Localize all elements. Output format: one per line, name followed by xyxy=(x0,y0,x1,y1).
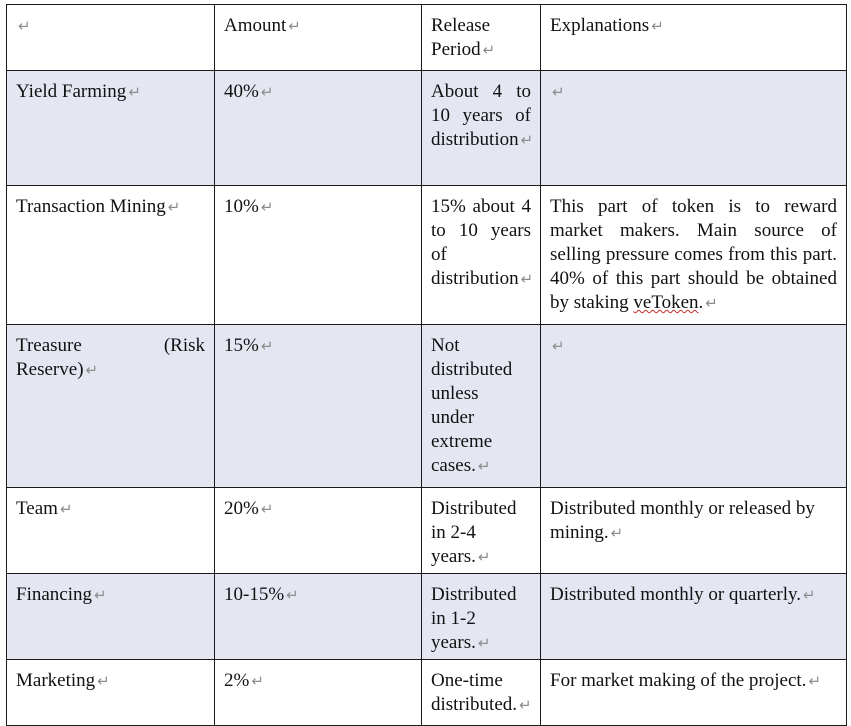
category-text: Yield Farming xyxy=(16,81,127,102)
category-text: Treasure (Risk Reserve) xyxy=(16,335,205,380)
header-cell-explanations[interactable] xyxy=(541,5,847,71)
category-text: Marketing xyxy=(16,670,96,691)
table-row xyxy=(7,488,847,574)
header-explanations-label: Explanations xyxy=(550,15,650,36)
header-amount-label: Amount xyxy=(224,15,287,36)
release-text: 15% about 4 to 10 years of distribution xyxy=(431,196,531,289)
spellcheck-flagged-term: veToken xyxy=(633,292,699,313)
paragraph-mark-icon: ↵ xyxy=(808,672,822,690)
cell-release[interactable] xyxy=(422,660,541,726)
release-text: Distributed in 2-4 years. xyxy=(431,498,517,567)
release-text: One-time distributed. xyxy=(431,670,518,715)
cell-category[interactable] xyxy=(7,325,215,488)
explanation-text: This part of token is to reward market makers. Main source of selling pressure comes from this part. 40% of this part should be obtained by staking xyxy=(550,196,837,313)
paragraph-mark-icon: ↵ xyxy=(94,586,107,604)
cell-release[interactable] xyxy=(422,325,541,488)
explanation-text: Distributed monthly or quarterly. xyxy=(550,584,801,605)
paragraph-mark-icon: ↵ xyxy=(610,524,624,542)
table-row xyxy=(7,325,847,488)
table-row xyxy=(7,186,847,325)
paragraph-mark-icon: ↵ xyxy=(128,83,141,101)
cell-release[interactable] xyxy=(422,574,541,660)
release-text: Not distributed unless under extreme cases. xyxy=(431,335,513,476)
cell-explanation[interactable] xyxy=(541,488,847,574)
cell-amount[interactable] xyxy=(215,71,422,186)
explanation-text: Distributed monthly or released by mining. xyxy=(550,498,815,543)
paragraph-mark-icon: ↵ xyxy=(705,294,718,312)
paragraph-mark-icon: ↵ xyxy=(651,17,664,35)
paragraph-mark-icon: ↵ xyxy=(552,83,565,101)
amount-text: 2% xyxy=(224,670,250,691)
cell-release[interactable] xyxy=(422,488,541,574)
cell-explanation[interactable] xyxy=(541,186,847,325)
paragraph-mark-icon: ↵ xyxy=(97,672,110,690)
cell-amount[interactable] xyxy=(215,186,422,325)
cell-amount[interactable] xyxy=(215,574,422,660)
category-text: Financing xyxy=(16,584,92,605)
header-cell-release-period[interactable] xyxy=(422,5,541,71)
paragraph-mark-icon: ↵ xyxy=(288,17,301,35)
paragraph-mark-icon: ↵ xyxy=(18,17,31,35)
category-text: Transaction Mining xyxy=(16,196,166,217)
table-row xyxy=(7,71,847,186)
header-release-label: Release Period xyxy=(431,15,491,60)
paragraph-mark-icon: ↵ xyxy=(520,131,534,149)
cell-amount[interactable] xyxy=(215,488,422,574)
explanation-text: For market making of the project. xyxy=(550,670,807,691)
release-text: About 4 to 10 years of distribution xyxy=(431,81,531,150)
cell-explanation[interactable] xyxy=(541,660,847,726)
cell-category[interactable] xyxy=(7,574,215,660)
paragraph-mark-icon: ↵ xyxy=(260,198,274,216)
cell-release[interactable] xyxy=(422,186,541,325)
paragraph-mark-icon: ↵ xyxy=(260,500,274,518)
paragraph-mark-icon: ↵ xyxy=(482,41,496,59)
paragraph-mark-icon: ↵ xyxy=(519,696,532,714)
cell-explanation[interactable] xyxy=(541,574,847,660)
amount-text: 40% xyxy=(224,81,259,102)
cell-category[interactable] xyxy=(7,660,215,726)
header-cell-amount[interactable] xyxy=(215,5,422,71)
header-cell-category[interactable] xyxy=(7,5,215,71)
cell-explanation[interactable] xyxy=(541,325,847,488)
paragraph-mark-icon: ↵ xyxy=(552,337,565,355)
paragraph-mark-icon: ↵ xyxy=(477,457,491,475)
amount-text: 20% xyxy=(224,498,259,519)
table-row xyxy=(7,574,847,660)
paragraph-mark-icon: ↵ xyxy=(260,337,274,355)
cell-release[interactable] xyxy=(422,71,541,186)
cell-category[interactable] xyxy=(7,186,215,325)
paragraph-mark-icon: ↵ xyxy=(260,83,274,101)
paragraph-mark-icon: ↵ xyxy=(167,198,181,216)
paragraph-mark-icon: ↵ xyxy=(251,672,264,690)
amount-text: 10-15% xyxy=(224,584,285,605)
explanation-text-end: . xyxy=(698,292,704,313)
header-row xyxy=(7,5,847,71)
paragraph-mark-icon: ↵ xyxy=(520,270,534,288)
paragraph-mark-icon: ↵ xyxy=(286,586,299,604)
amount-text: 15% xyxy=(224,335,259,356)
category-text: Team xyxy=(16,498,58,519)
cell-explanation[interactable] xyxy=(541,71,847,186)
token-allocation-table xyxy=(6,4,847,726)
paragraph-mark-icon: ↵ xyxy=(59,500,73,518)
paragraph-mark-icon: ↵ xyxy=(477,548,491,566)
cell-amount[interactable] xyxy=(215,325,422,488)
paragraph-mark-icon: ↵ xyxy=(85,361,99,379)
cell-category[interactable] xyxy=(7,71,215,186)
cell-category[interactable] xyxy=(7,488,215,574)
table-row xyxy=(7,660,847,726)
release-text: Distributed in 1-2 years. xyxy=(431,584,517,653)
paragraph-mark-icon: ↵ xyxy=(477,634,491,652)
cell-amount[interactable] xyxy=(215,660,422,726)
paragraph-mark-icon: ↵ xyxy=(803,586,816,604)
amount-text: 10% xyxy=(224,196,259,217)
